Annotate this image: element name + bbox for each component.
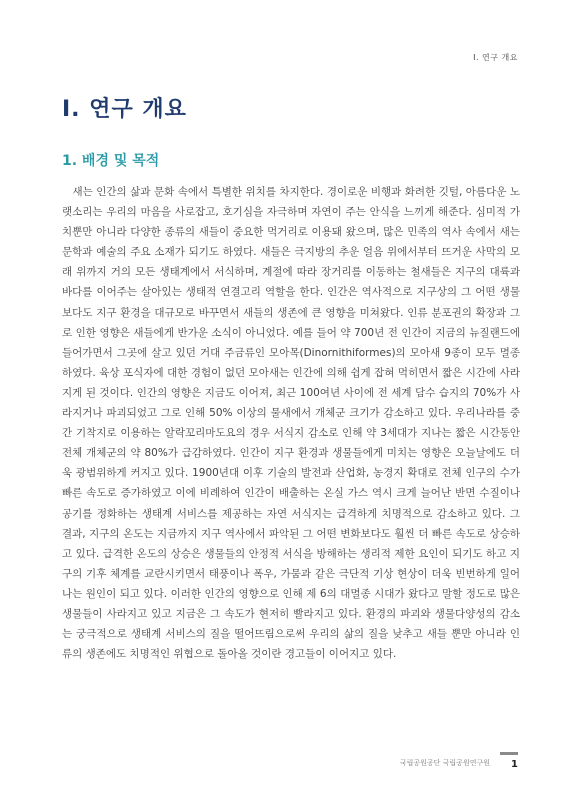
chapter-title: Ⅰ. 연구 개요 bbox=[62, 97, 187, 122]
section-title: 1. 배경 및 목적 bbox=[62, 153, 160, 169]
running-header: Ⅰ. 연구 개요 bbox=[473, 53, 518, 62]
page-footer bbox=[400, 752, 518, 770]
page-number-box bbox=[500, 752, 518, 770]
body-paragraph: 새는 인간의 삶과 문화 속에서 특별한 위치를 차지한다. 경이로운 비행과 화려한 깃털, 아름다운 노랫소리는 우리의 마음을 사로잡고, 호기심을 자극하며 자연이 주는 안식을 느끼게 해준다. 심미적 가치뿐만 아니라 다양한 종류의 새들이 중요한 먹거리로 이용돼 왔으며, 많은 민족의 역사 속에서 새는 문학과 예술의 주요 소재가 되기도 하였다. 새들은 극지방의 추운 얼음 위에서부터 뜨거운 사막의 모래 위까지 거의 모든 생태계에서 서식하며, 계절에 따라 장거리를 이동하는 철새들은 지구의 대륙과 바다를 이어주는 살아있는 생태적 연결고리 역할을 한다. 인간은 역사적으로 지구상의 그 어떤 생물보다도 지구 환경을 대규모로 바꾸면서 새들의 생존에 큰 영향을 미쳐왔다. 인류 분포권의 확장과 그로 인한 영향은 새들에게 반가운 소식이 아니었다. 예를 들어 약 700년 전 인간이 지금의 뉴질랜드에 들어가면서 그곳에 살고 있던 거대 주금류인 모아목(Dinornithiformes)의 모아새 9종이 모두 멸종하였다. 육상 포식자에 대한 경험이 없던 모아새는 인간에 의해 쉽게 잡혀 먹히면서 짧은 시간에 사라지게 된 것이다. 인간의 영향은 지금도 이어져, 최근 100여년 사이에 전 세계 담수 습지의 70%가 사라지거나 파괴되었고 그로 인해 50% 이상의 물새에서 개체군 크기가 감소하고 있다. 우리나라를 중간 기착지로 이용하는 알락꼬리마도요의 경우 서식지 감소로 인해 약 3세대가 지나는 짧은 시간동안 전체 개체군의 약 80%가 급감하였다. 인간이 지구 환경과 생물들에게 미치는 영향은 오늘날에도 더욱 광범위하게 커지고 있다. 1900년대 이후 기술의 발전과 산업화, 농경지 확대로 전체 인구의 수가 빠른 속도로 증가하였고 이에 비례하여 인간이 배출하는 온실 가스 역시 크게 늘어난 반면 수질이나 공기를 정화하는 생태계 서비스를 제공하는 자연 서식지는 급격하게 치명적으로 감소하고 있다. 그 결과, 지구의 온도는 지금까지 지구 역사에서 파악된 그 어떤 변화보다도 훨씬 더 빠른 속도로 상승하고 있다. 급격한 온도의 상승은 생물들의 안정적 서식을 방해하는 생리적 제한 요인이 되기도 하고 지구의 기후 체계를 교란시키면서 태풍이나 폭우, 가뭄과 같은 극단적 기상 현상이 더욱 빈번하게 일어나는 원인이 되고 있다. 이러한 인간의 영향으로 인해 제 6의 대멸종 시대가 왔다고 말할 정도로 많은 생물들이 사라지고 있고 지금은 그 속도가 현저히 빨라지고 있다. 환경의 파괴와 생물다양성의 감소는 궁극적으로 생태계 서비스의 질을 떨어뜨림으로써 우리의 삶의 질을 낮추고 새들 뿐만 아니라 인류의 생존에도 치명적인 위협으로 돌아올 것이란 경고들이 이어지고 있다. bbox=[62, 186, 520, 661]
footer-organization: 국립공원공단 국립공원연구원 bbox=[399, 759, 490, 767]
page-number-bar bbox=[500, 752, 518, 755]
page-number: 1 bbox=[511, 759, 518, 770]
